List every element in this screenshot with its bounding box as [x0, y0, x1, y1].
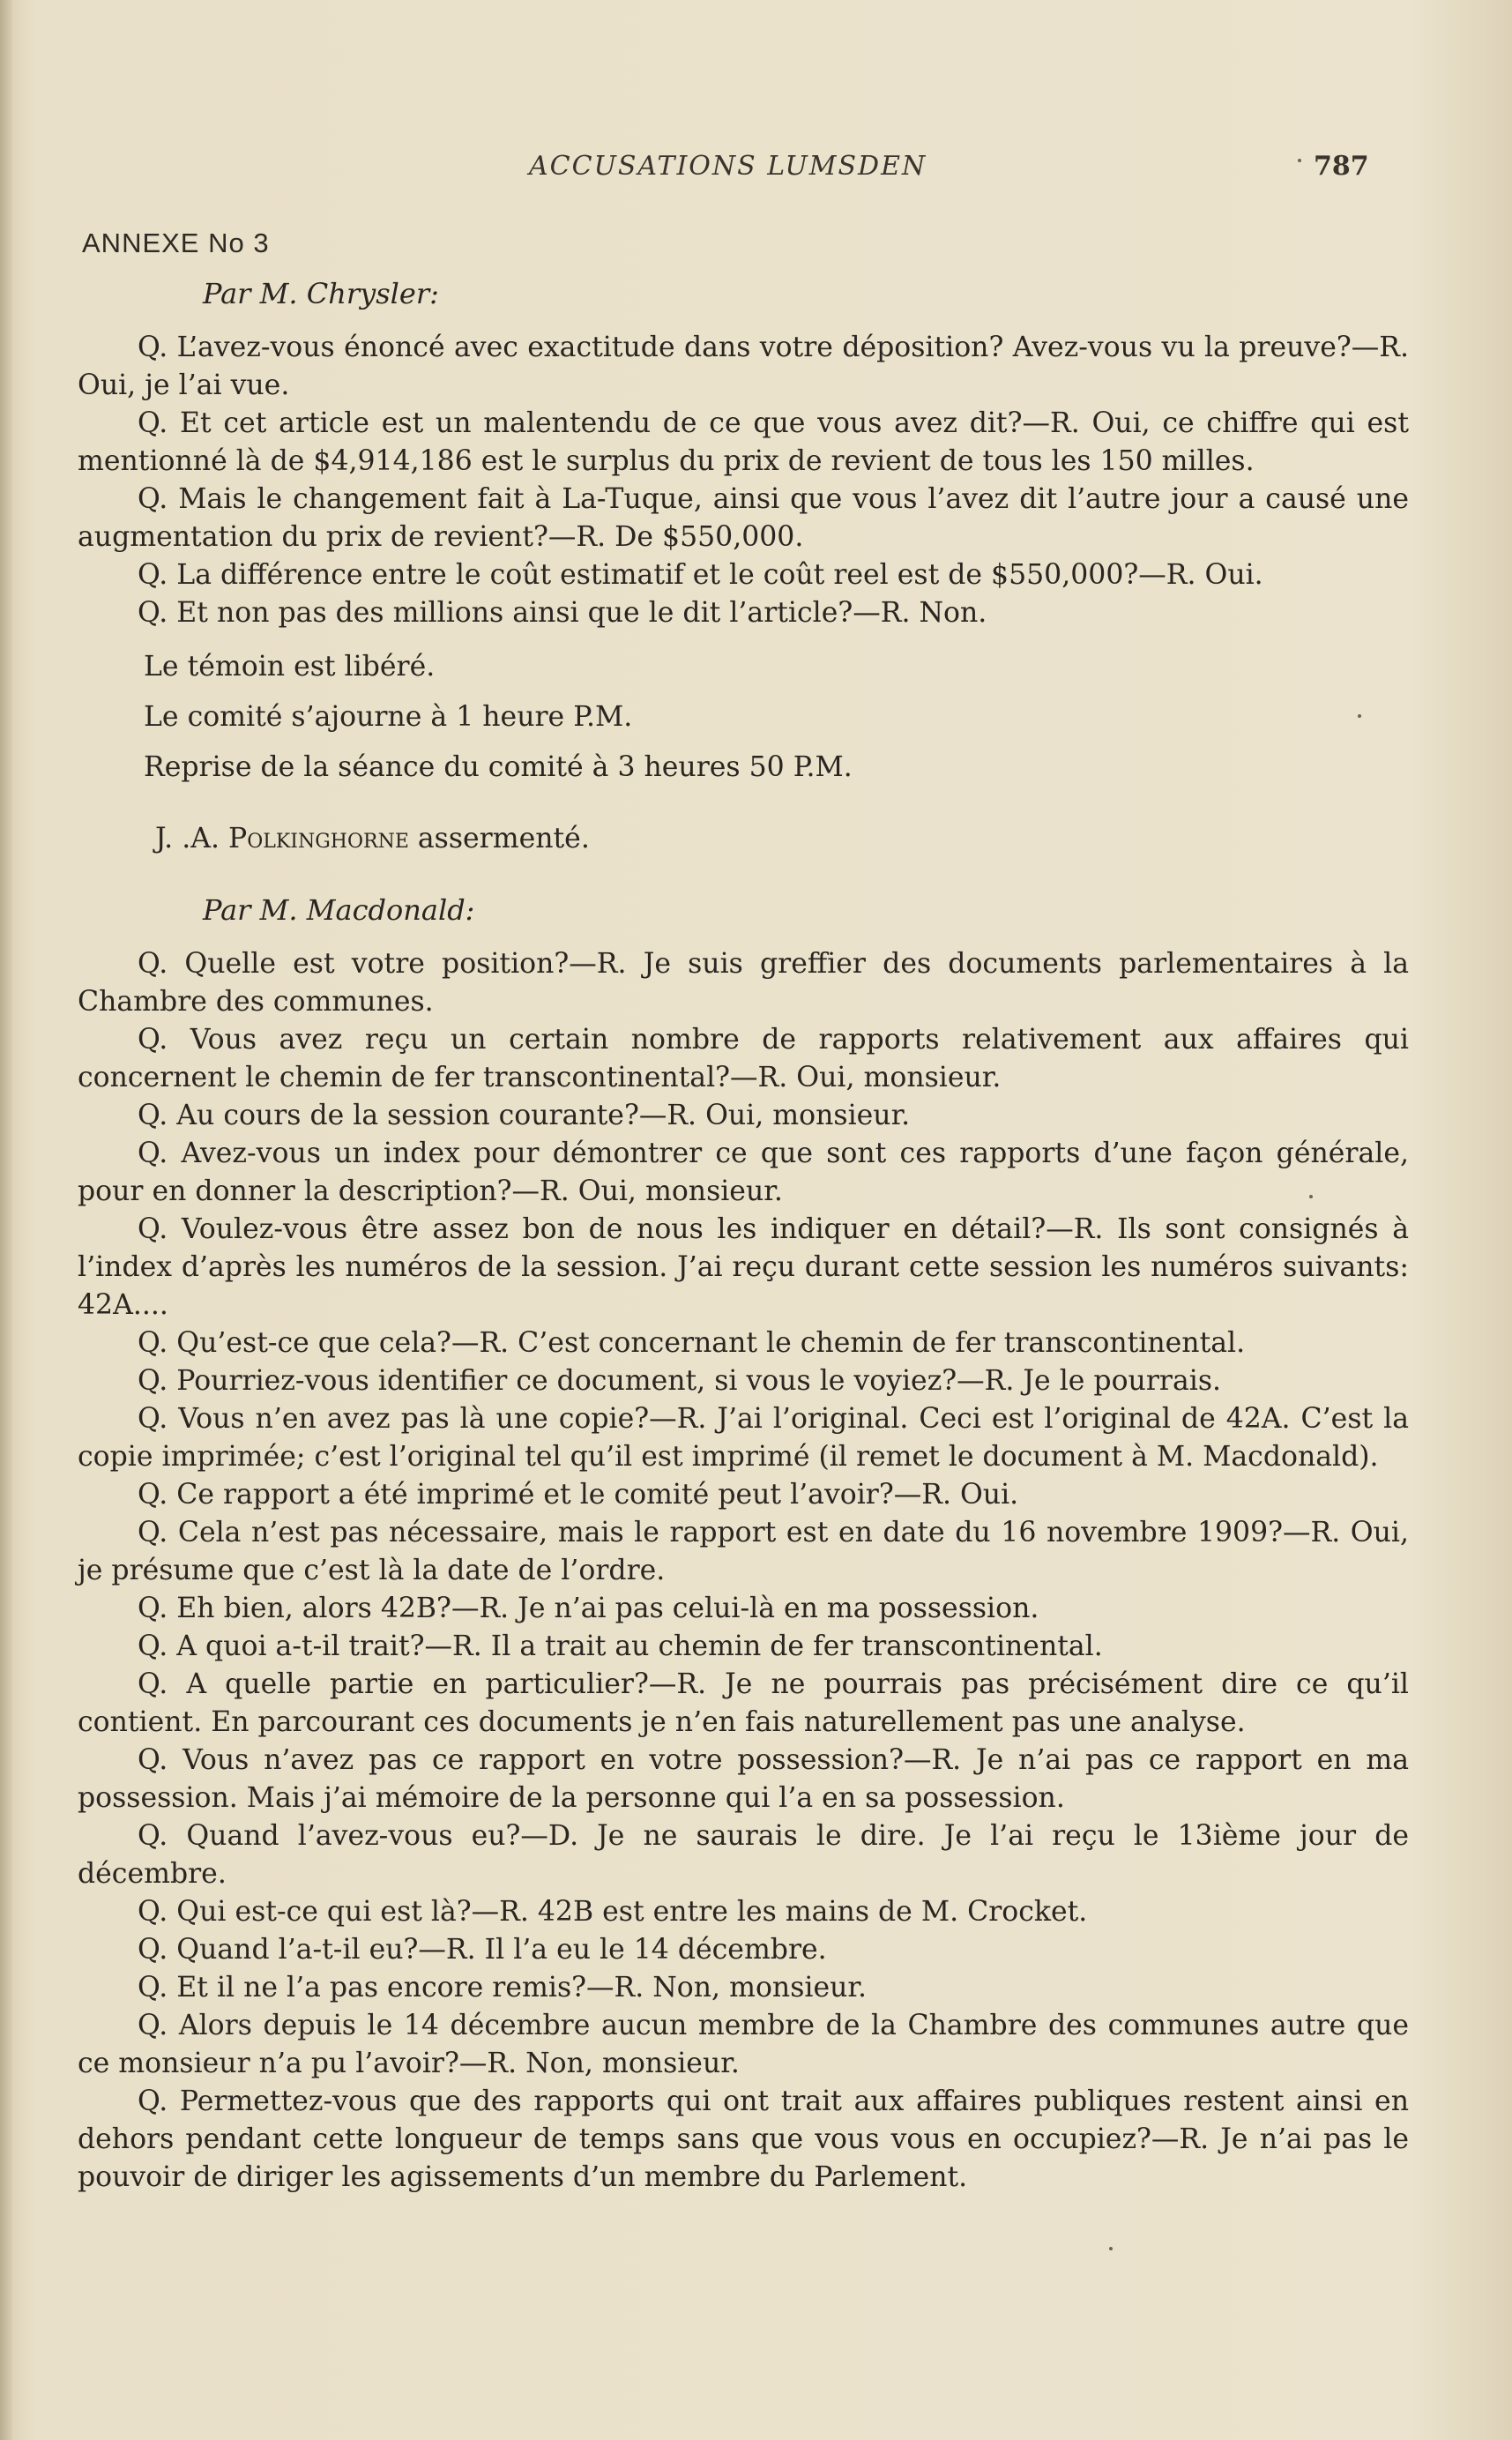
qa-paragraph: Q. Mais le changement fait à La-Tuque, ainsi que vous l’avez dit l’autre jour a causé une augmentation du prix de revient?—R. De $550,000.	[78, 483, 1409, 553]
qa-paragraph: Q. Quand l’a-t-il eu?—R. Il l’a eu le 14 décembre.	[138, 1934, 827, 1966]
witness-sworn-line	[155, 820, 1409, 858]
witness-initials: J. .A.	[155, 823, 220, 854]
print-speck	[1358, 714, 1361, 718]
qa-paragraph: Q. Quand l’avez-vous eu?—D. Je ne saurais le dire. Je l’ai reçu le 13ième jour de décembre.	[78, 1820, 1409, 1890]
qa-paragraph: Q. Et il ne l’a pas encore remis?—R. Non, monsieur.	[138, 1972, 867, 2003]
page-binding-edge	[0, 0, 12, 2440]
qa-paragraph: Q. Pourriez-vous identifier ce document, si vous le voyiez?—R. Je le pourrais.	[138, 1365, 1221, 1397]
qa-paragraph: Q. Ce rapport a été imprimé et le comité peut l’avoir?—R. Oui.	[138, 1479, 1019, 1511]
document-body	[78, 275, 1409, 2197]
qa-paragraph: Q. Permettez-vous que des rapports qui ont trait aux affaires publiques restent ainsi en dehors pendant cette longueur de temps sans que vous vous en occupiez?—R. Je n’ai pas le pouvoir de diriger les agissements d’un membre du Parlement.	[78, 2086, 1409, 2193]
page-header	[0, 146, 1512, 190]
qa-paragraph: Q. A quelle partie en particulier?—R. Je ne pourrais pas précisément dire ce qu’il contient. En parcourant ces documents je n’en fais naturellement pas une analyse.	[78, 1668, 1409, 1738]
qa-paragraph: Q. A quoi a-t-il trait?—R. Il a trait au chemin de fer transcontinental.	[138, 1630, 1103, 1662]
speaker-heading-chrysler: Par M. Chrysler:	[203, 277, 439, 310]
qa-paragraph: Q. L’avez-vous énoncé avec exactitude dans votre déposition? Avez-vous vu la preuve?—R. Oui, je l’ai vue.	[78, 332, 1409, 401]
qa-paragraph: Q. Voulez-vous être assez bon de nous les indiquer en détail?—R. Ils sont consignés à l’index d’après les numéros de la session. J’ai reçu durant cette session les numéros suivants: 42A....	[78, 1213, 1409, 1321]
procedural-note: Reprise de la séance du comité à 3 heures 50 P.M.	[144, 751, 853, 783]
qa-paragraph: Q. Qui est-ce qui est là?—R. 42B est entre les mains de M. Crocket.	[138, 1896, 1088, 1928]
print-speck	[1298, 159, 1301, 162]
witness-name: Polkinghorne	[228, 823, 409, 854]
qa-paragraph: Q. Alors depuis le 14 décembre aucun membre de la Chambre des communes autre que ce monsieur n’a pu l’avoir?—R. Non, monsieur.	[78, 2010, 1409, 2079]
annex-label: ANNEXE No 3	[82, 228, 270, 258]
qa-paragraph: Q. Quelle est votre position?—R. Je suis greffier des documents parlementaires à la Chambre des communes.	[78, 948, 1409, 1018]
qa-paragraph: Q. Et non pas des millions ainsi que le dit l’article?—R. Non.	[138, 597, 987, 629]
speaker-heading-macdonald: Par M. Macdonald:	[203, 893, 475, 927]
print-speck	[1109, 2247, 1113, 2250]
page-number: 787	[1314, 151, 1369, 182]
witness-status: assermenté.	[417, 823, 590, 854]
running-title: ACCUSATIONS LUMSDEN	[529, 151, 927, 182]
procedural-note: Le témoin est libéré.	[144, 651, 436, 683]
qa-paragraph: Q. Vous avez reçu un certain nombre de rapports relativement aux affaires qui concernent le chemin de fer transcontinental?—R. Oui, monsieur.	[78, 1024, 1409, 1093]
procedural-note: Le comité s’ajourne à 1 heure P.M.	[144, 701, 633, 733]
qa-paragraph: Q. Et cet article est un malentendu de ce que vous avez dit?—R. Oui, ce chiffre qui est mentionné là de $4,914,186 est le surplus du prix de revient de tous les 150 milles.	[78, 407, 1409, 477]
qa-paragraph: Q. Vous n’avez pas ce rapport en votre possession?—R. Je n’ai pas ce rapport en ma possession. Mais j’ai mémoire de la personne qui l’a en sa possession.	[78, 1744, 1409, 1814]
print-speck	[1309, 1195, 1313, 1198]
qa-paragraph: Q. La différence entre le coût estimatif et le coût reel est de $550,000?—R. Oui.	[138, 559, 1263, 591]
qa-paragraph: Q. Qu’est-ce que cela?—R. C’est concernant le chemin de fer transcontinental.	[138, 1327, 1246, 1359]
qa-paragraph: Q. Eh bien, alors 42B?—R. Je n’ai pas celui-là en ma possession.	[138, 1593, 1039, 1624]
qa-paragraph: Q. Vous n’en avez pas là une copie?—R. J’ai l’original. Ceci est l’original de 42A. C’est la copie imprimée; c’est l’original tel qu’il est imprimé (il remet le document à M. Macdonald).	[78, 1403, 1409, 1473]
qa-paragraph: Q. Au cours de la session courante?—R. Oui, monsieur.	[138, 1100, 911, 1131]
qa-paragraph: Q. Avez-vous un index pour démontrer ce que sont ces rapports d’une façon générale, pour en donner la description?—R. Oui, monsieur.	[78, 1138, 1409, 1207]
qa-paragraph: Q. Cela n’est pas nécessaire, mais le rapport est en date du 16 novembre 1909?—R. Oui, je présume que c’est là la date de l’ordre.	[78, 1517, 1409, 1586]
